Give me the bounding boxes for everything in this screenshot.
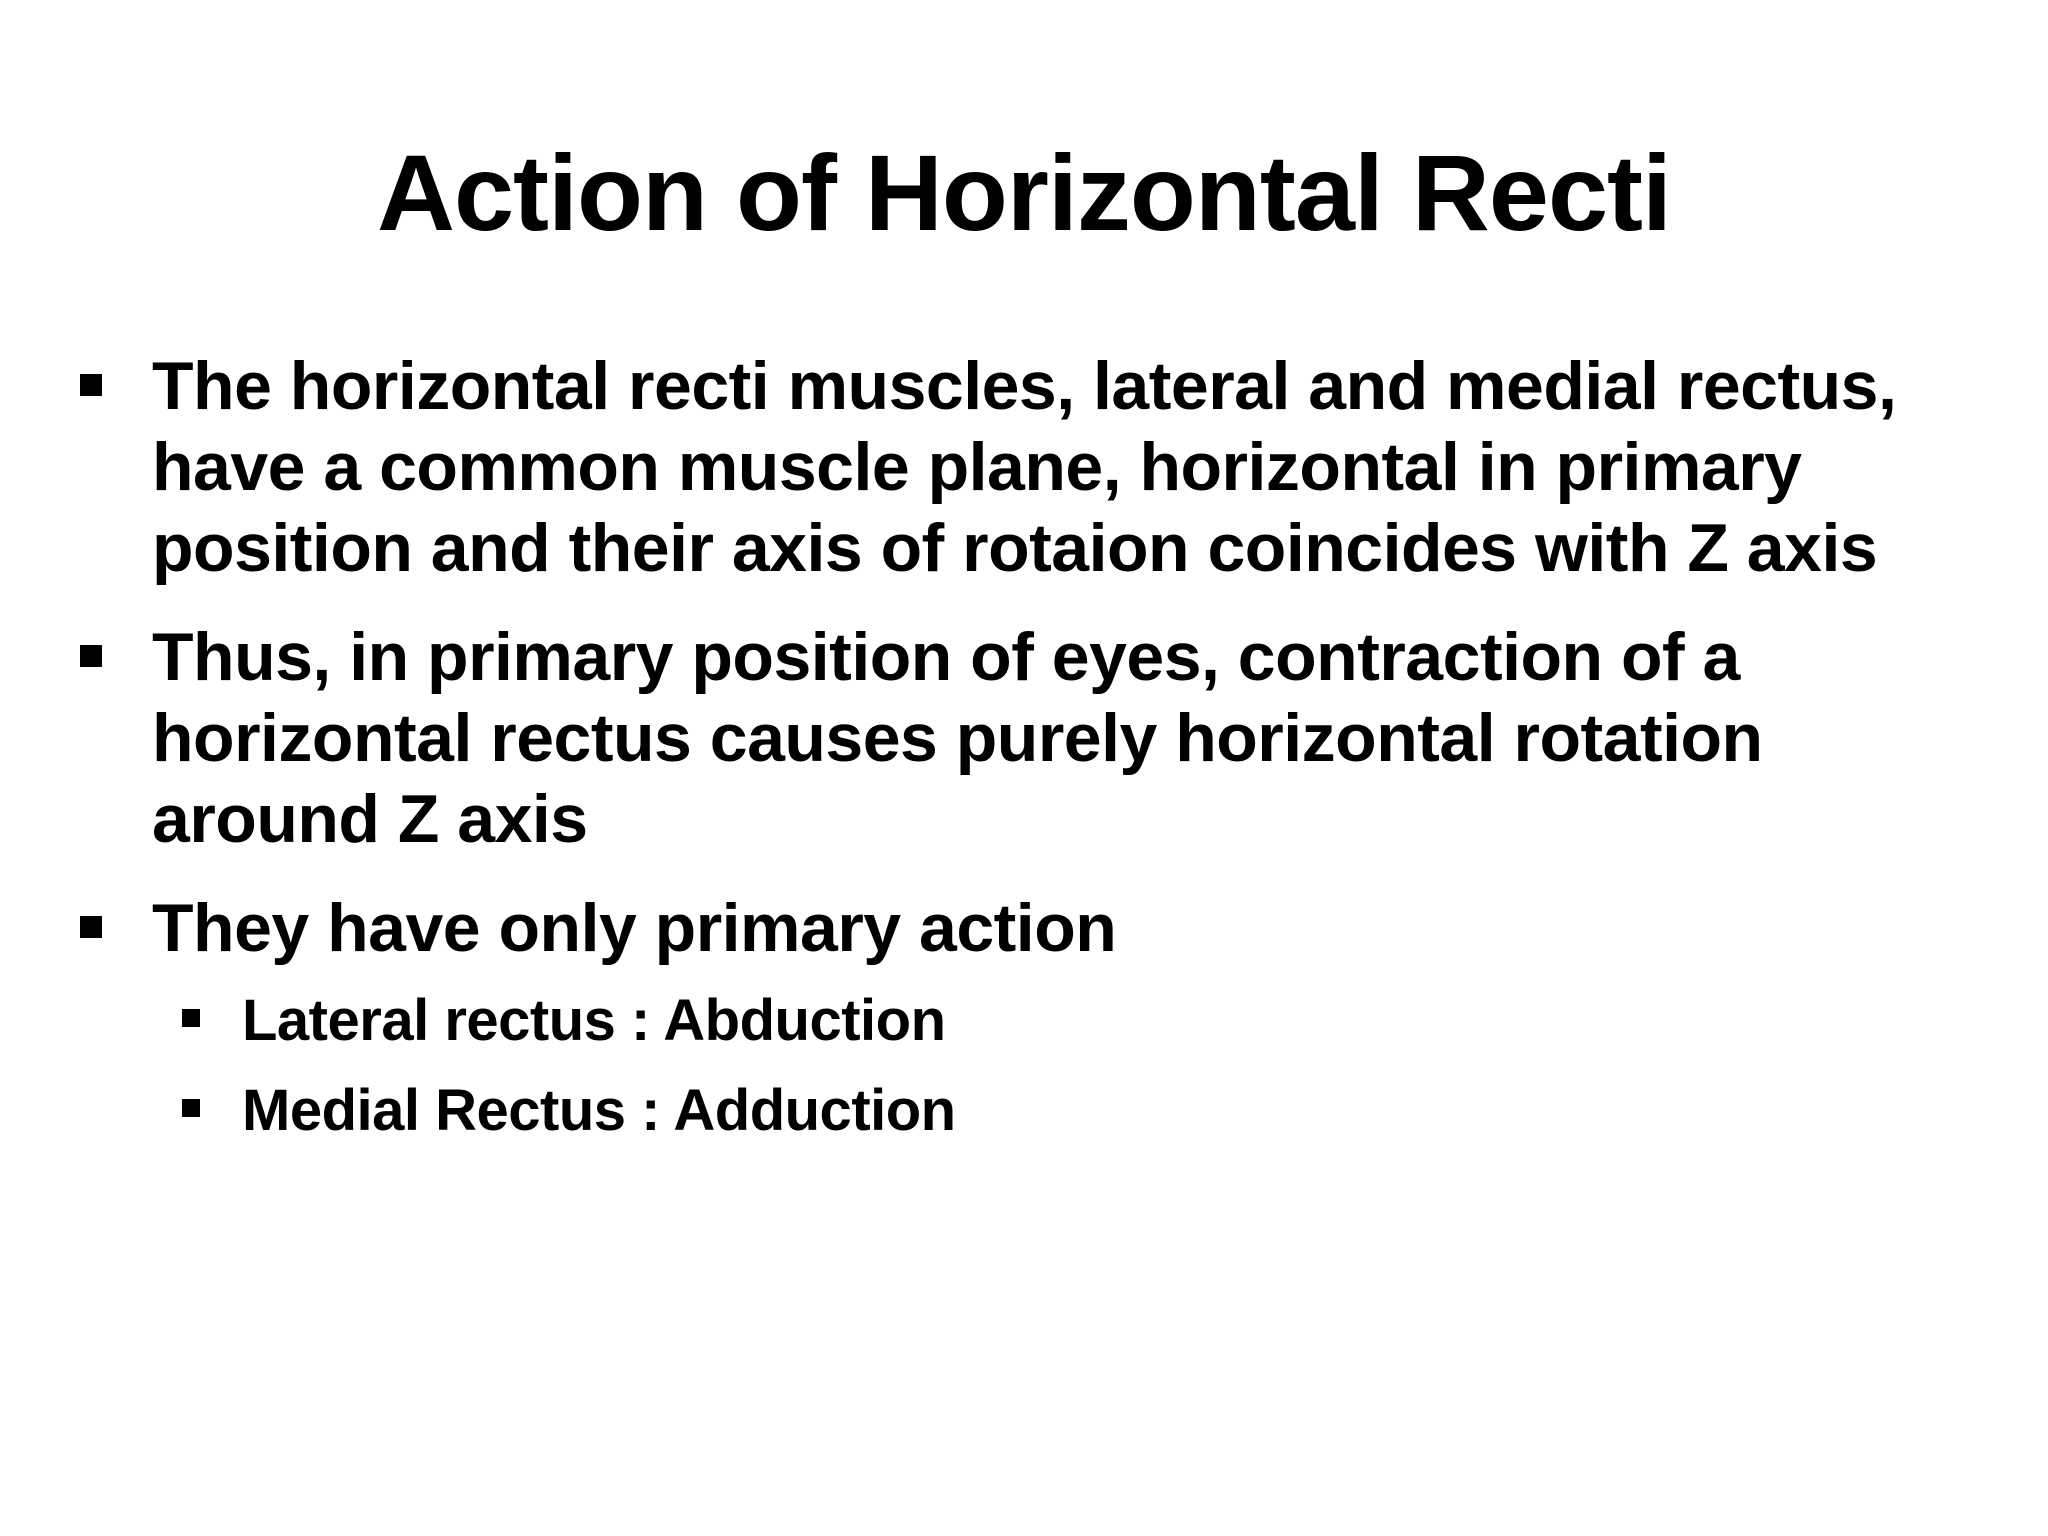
sub-bullet-text: Lateral rectus : Abduction [242,988,946,1053]
sub-bullet-text: Medial Rectus : Adduction [242,1078,956,1143]
bullet-item [80,617,1980,860]
bullet-item [80,346,1980,589]
square-bullet-icon [80,374,102,396]
bullet-text: Thus, in primary position of eyes, contraction of a horizontal rectus causes purely horizontal rotation around Z axis [152,619,1763,857]
sub-bullet-list [182,981,1980,1151]
square-bullet-icon [182,1009,200,1027]
square-bullet-icon [182,1099,200,1117]
sub-bullet-item [182,981,1980,1061]
slide-title: Action of Horizontal Recti [377,132,1671,253]
bullet-text: They have only primary action [152,890,1117,966]
slide-body [80,346,1980,1151]
square-bullet-icon [80,916,102,938]
bullet-item [80,888,1980,969]
square-bullet-icon [80,645,102,667]
sub-bullet-item [182,1071,1980,1151]
bullet-text: The horizontal recti muscles, lateral and medial rectus, have a common muscle plane, horizontal in primary position and their axis of rotaion coincides with Z axis [152,348,1897,586]
